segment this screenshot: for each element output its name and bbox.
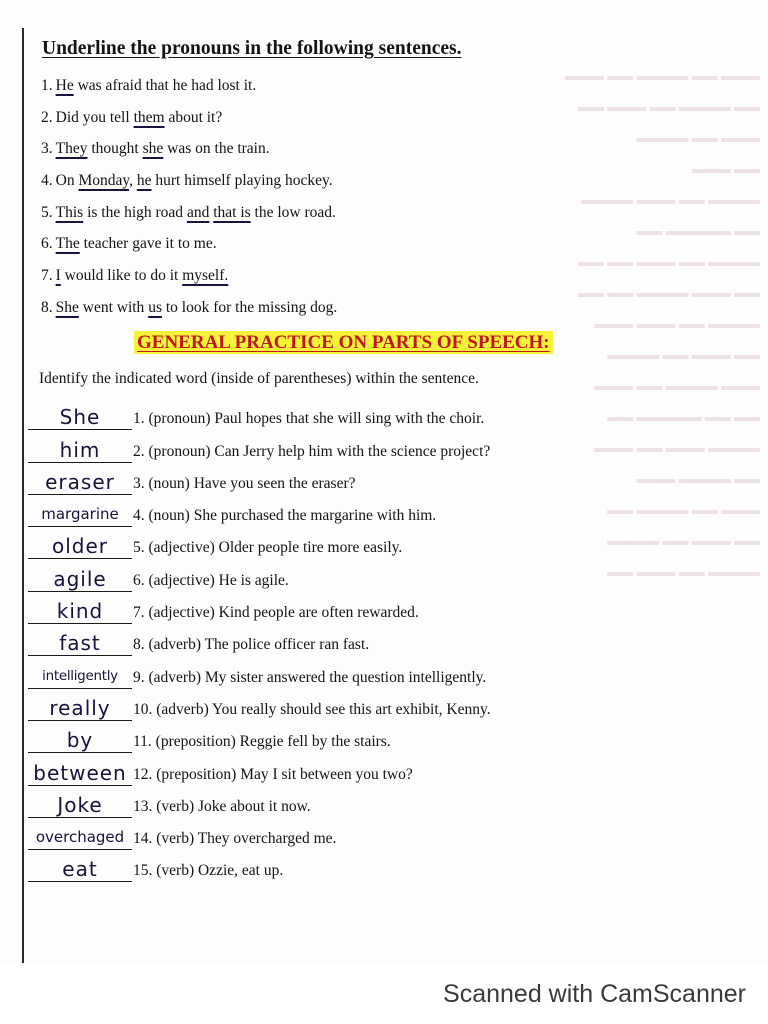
sentence-number: 4.: [41, 172, 53, 190]
practice-item: [28, 786, 491, 818]
answer-blank[interactable]: [28, 791, 132, 818]
sentence-text: to look for the missing dog.: [161, 298, 338, 316]
answer-blank[interactable]: [28, 468, 132, 495]
handwritten-answer: fast: [59, 631, 101, 656]
practice-item: [28, 527, 491, 559]
pronoun-sentence: [41, 265, 337, 297]
bleed-through-texture: ▬▬▬ ▬▬ ▬▬▬▬ ▬▬ ▬▬▬ ▬▬ ▬▬▬▬ ▬▬ ▬▬▬ ▬▬ ▬▬▬ ▬▬ ▬▬▬▬ ▬▬ ▬▬▬ ▬▬▬▬ ▬▬ ▬▬▬ ▬▬▬▬ ▬▬ ▬▬▬▬▬ ▬▬ ▬▬▬▬ ▬▬ ▬▬▬ ▬▬ ▬▬ ▬▬ ▬▬▬ ▬▬▬▬ ▬▬ ▬▬ ▬▬▬▬ ▬▬ ▬▬▬ ▬▬▬ ▬▬ ▬▬▬ ▬▬ ▬▬▬▬ ▬▬▬ ▬▬▬▬ ▬▬ ▬▬▬ ▬▬ ▬▬ ▬▬▬▬▬ ▬▬ ▬▬▬▬ ▬▬▬ ▬▬ ▬▬▬ ▬▬ ▬▬▬▬ ▬▬▬ ▬▬▬ ▬▬ ▬▬▬▬ ▬▬ ▬▬ ▬▬▬ ▬▬ ▬▬▬▬ ▬▬▬▬ ▬▬ ▬▬▬ ▬▬: [565, 68, 760, 579]
practice-item: [28, 398, 491, 430]
question-text: 9. (adverb) My sister answered the question intelligently.: [133, 668, 487, 686]
question-text: 12. (preposition) May I sit between you two?: [133, 765, 413, 783]
sentence-number: 6.: [41, 235, 53, 253]
sentence-number: 8.: [41, 298, 53, 316]
underlined-word: and: [186, 203, 210, 221]
sentence-text: ,: [129, 172, 137, 190]
sentence-text: hurt himself playing hockey.: [151, 172, 333, 190]
sentence-text: was on the train.: [163, 140, 270, 158]
question-text: 7. (adjective) Kind people are often rewarded.: [133, 604, 419, 622]
instructions-text: Identify the indicated word (inside of parentheses) within the sentence.: [39, 370, 479, 387]
handwritten-answer: margarine: [41, 505, 119, 524]
practice-item: [28, 721, 491, 753]
question-text: 6. (adjective) He is agile.: [133, 571, 289, 589]
pronoun-sentence: [41, 233, 337, 265]
handwritten-answer: agile: [53, 566, 107, 591]
handwritten-answer: kind: [56, 599, 104, 624]
question-text: 5. (adjective) Older people tire more easily.: [133, 539, 403, 557]
underlined-word: I: [55, 267, 61, 285]
sentence-text: about it?: [164, 108, 223, 126]
sentence-text: the low road.: [250, 203, 336, 221]
sentence-text: Did you tell: [55, 108, 134, 126]
handwritten-answer: overchaged: [35, 828, 125, 847]
underlined-word: us: [148, 298, 162, 316]
handwritten-answer: really: [49, 695, 111, 720]
answer-blank[interactable]: [28, 436, 132, 463]
underlined-word: He: [55, 77, 74, 94]
pronoun-sentence-list: [41, 75, 337, 329]
practice-item: [28, 430, 491, 462]
answer-blank[interactable]: [28, 726, 132, 753]
sentence-text: went with: [78, 298, 149, 316]
practice-list: [28, 398, 491, 882]
practice-item: [28, 656, 491, 688]
question-text: 15. (verb) Ozzie, eat up.: [133, 862, 284, 880]
underlined-word: They: [55, 140, 88, 158]
underlined-word: them: [133, 108, 165, 126]
practice-item: [28, 463, 491, 495]
answer-blank[interactable]: [28, 597, 132, 624]
page-edge-line: [22, 28, 24, 963]
practice-item: [28, 689, 491, 721]
handwritten-answer: eat: [62, 857, 98, 882]
handwritten-answer: intelligently: [42, 667, 118, 684]
sentence-text: is the high road: [83, 203, 187, 221]
practice-item: [28, 592, 491, 624]
sentence-text: was afraid that he had lost it.: [73, 77, 257, 94]
underlined-word: This: [55, 203, 84, 221]
answer-blank[interactable]: [28, 759, 132, 786]
underlined-word: She: [55, 298, 79, 316]
scanner-watermark: Scanned with CamScanner: [443, 980, 746, 1008]
answer-blank[interactable]: [28, 532, 132, 559]
answer-blank[interactable]: [28, 403, 132, 430]
parts-of-speech-title: GENERAL PRACTICE ON PARTS OF SPEECH:: [134, 331, 553, 354]
underlined-word: that is: [213, 203, 251, 221]
answer-blank[interactable]: [28, 629, 132, 656]
underlined-word: she: [142, 140, 164, 158]
answer-blank[interactable]: [28, 855, 132, 882]
sentence-number: 5.: [41, 203, 53, 221]
question-text: 4. (noun) She purchased the margarine with him.: [133, 507, 437, 525]
question-text: 13. (verb) Joke about it now.: [133, 797, 311, 815]
practice-item: [28, 753, 491, 785]
handwritten-answer: older: [51, 534, 108, 559]
handwritten-answer: by: [66, 728, 94, 753]
practice-item: [28, 818, 491, 850]
sentence-text: teacher gave it to me.: [79, 235, 217, 253]
question-text: 10. (adverb) You really should see this art exhibit, Kenny.: [133, 700, 491, 718]
handwritten-answer: She: [59, 405, 101, 430]
handwritten-answer: eraser: [45, 469, 115, 494]
question-text: 11. (preposition) Reggie fell by the stairs.: [133, 733, 391, 751]
pronoun-sentence: [41, 202, 337, 234]
underlined-word: The: [55, 235, 80, 253]
sentence-number: 7.: [41, 267, 53, 285]
underlined-word: he: [136, 172, 152, 190]
pronoun-sentence: [41, 297, 337, 329]
practice-item: [28, 624, 491, 656]
answer-blank[interactable]: [28, 500, 132, 527]
pronoun-sentence: [41, 107, 337, 139]
underlined-word: myself.: [182, 267, 229, 285]
handwritten-answer: between: [33, 760, 127, 785]
sentence-number: 1.: [41, 77, 53, 94]
handwritten-answer: Joke: [57, 792, 103, 817]
question-text: 2. (pronoun) Can Jerry help him with the science project?: [133, 442, 491, 460]
question-text: 8. (adverb) The police officer ran fast.: [133, 636, 370, 654]
practice-item: [28, 495, 491, 527]
practice-item: [28, 850, 491, 882]
answer-blank[interactable]: [28, 694, 132, 721]
pronoun-sentence: [41, 138, 337, 170]
underlined-word: Monday: [78, 172, 130, 190]
question-text: 3. (noun) Have you seen the eraser?: [133, 474, 356, 492]
sentence-number: 2.: [41, 108, 53, 126]
answer-blank[interactable]: [28, 565, 132, 592]
practice-item: [28, 559, 491, 591]
pronoun-sentence: [41, 170, 337, 202]
sentence-text: On: [55, 172, 79, 190]
question-text: 14. (verb) They overcharged me.: [133, 830, 337, 848]
pronoun-sentence: [41, 75, 337, 107]
answer-blank[interactable]: [28, 823, 132, 850]
pronoun-section-title: Underline the pronouns in the following sentences.: [42, 38, 462, 59]
sentence-text: would like to do it: [60, 267, 183, 285]
sentence-text: thought: [87, 140, 143, 158]
sentence-number: 3.: [41, 140, 53, 158]
answer-blank[interactable]: [28, 662, 132, 689]
handwritten-answer: him: [59, 437, 101, 462]
question-text: 1. (pronoun) Paul hopes that she will sing with the choir.: [133, 410, 485, 428]
